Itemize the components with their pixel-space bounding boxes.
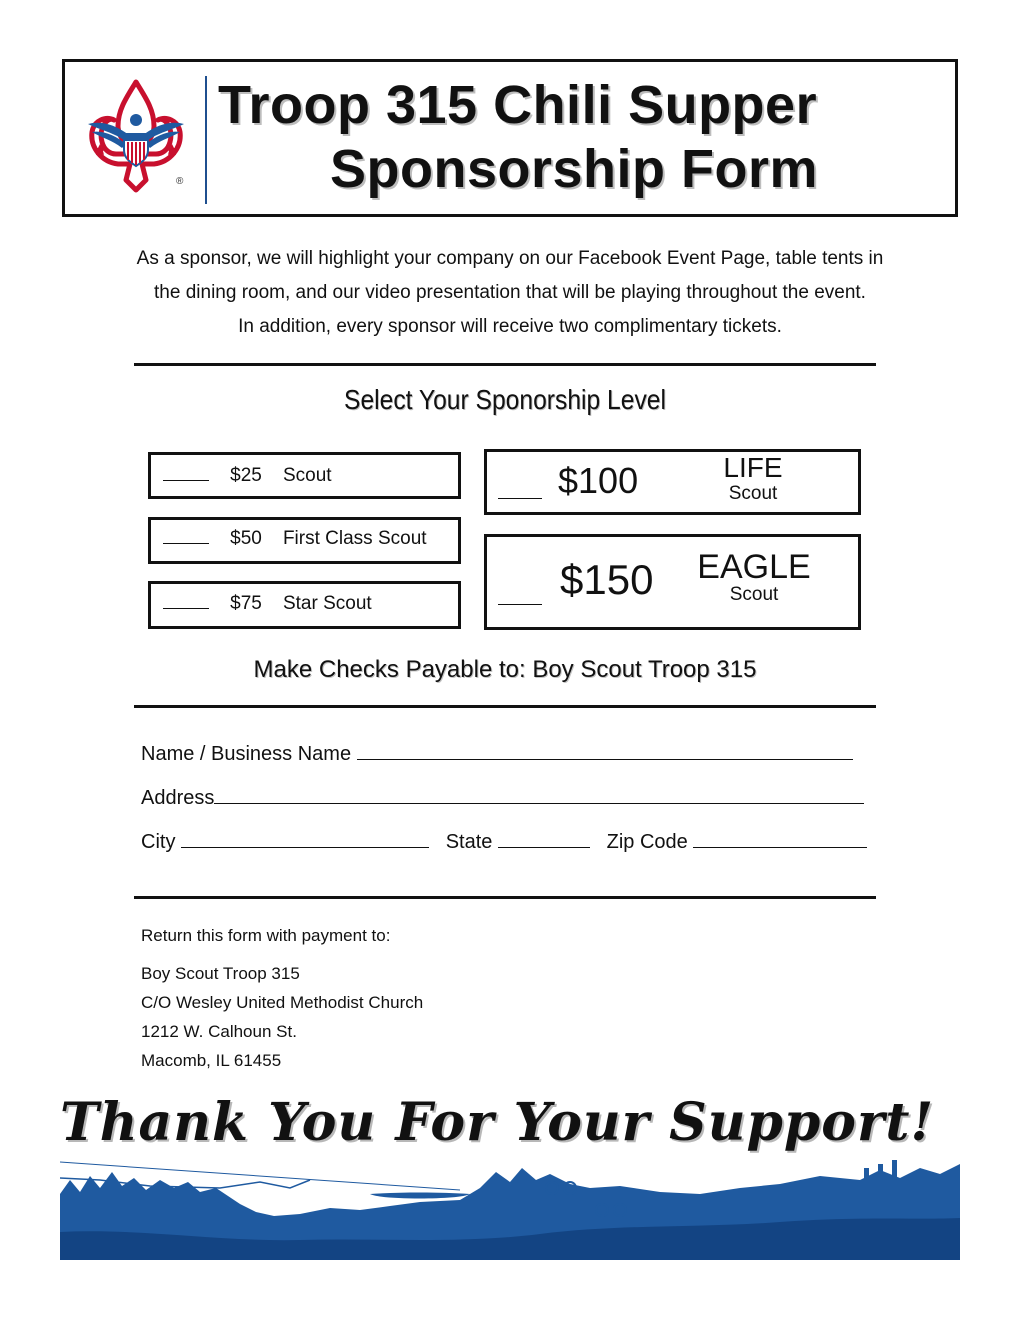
address-field (141, 785, 864, 810)
return-line: Macomb, IL 61455 (141, 1051, 282, 1070)
checkbox-blank[interactable] (498, 484, 542, 499)
level-star (163, 593, 372, 615)
level-amount: $25 (230, 465, 262, 486)
intro-line: the dining room, and our video presentation that will be playing throughout the event. (154, 282, 866, 303)
level-eagle-amount: $150 (560, 556, 654, 603)
checks-payable: Make Checks Payable to: Boy Scout Troop 315 (253, 656, 757, 683)
svg-text:®: ® (176, 176, 184, 187)
name-label: Name / Business Name (141, 743, 352, 765)
outdoor-scene-icon (60, 1158, 960, 1260)
return-line: Boy Scout Troop 315 (141, 964, 300, 983)
zip-label: Zip Code (606, 831, 688, 853)
state-input[interactable] (498, 829, 590, 848)
level-amount: $50 (230, 528, 262, 549)
divider (134, 896, 876, 899)
rank-sub: Scout (728, 483, 778, 504)
city-label: City (141, 831, 176, 853)
return-line: 1212 W. Calhoun St. (141, 1022, 297, 1041)
checkbox-blank[interactable] (163, 594, 209, 609)
name-input[interactable] (357, 741, 853, 760)
intro-line: In addition, every sponsor will receive two complimentary tickets. (238, 316, 782, 337)
level-scout (163, 465, 332, 487)
level-life-amount: $100 (558, 460, 639, 501)
divider (134, 363, 876, 366)
return-heading: Return this form with payment to: (141, 926, 391, 945)
state-label: State (445, 831, 493, 853)
zip-input[interactable] (693, 829, 867, 848)
intro-text (60, 242, 960, 344)
level-name: Star Scout (282, 593, 372, 614)
rank-name: LIFE (723, 452, 783, 483)
checkbox-blank[interactable] (163, 529, 209, 544)
level-eagle-rank (696, 548, 812, 604)
level-life-rank (700, 452, 806, 504)
thank-you-banner: Thank You For Your Support! (60, 1092, 935, 1153)
checkbox-blank[interactable] (163, 466, 209, 481)
level-amount: $75 (230, 593, 262, 614)
page-title: Troop 315 Chili Supper (218, 75, 818, 135)
level-name: Scout (282, 465, 332, 486)
return-line: C/O Wesley United Methodist Church (141, 993, 424, 1012)
rank-sub: Scout (729, 584, 779, 605)
address-input[interactable] (214, 785, 864, 804)
address-label: Address (141, 787, 215, 809)
name-field (141, 741, 853, 766)
rank-name: EAGLE (697, 548, 811, 586)
divider (134, 705, 876, 708)
checkbox-blank[interactable] (498, 590, 542, 605)
level-first-class (163, 528, 427, 550)
sponsorship-level-title: Select Your Sponorship Level (344, 384, 666, 415)
page-subtitle: Sponsorship Form (330, 139, 819, 199)
bsa-logo-icon (78, 76, 194, 194)
city-state-zip-field (141, 829, 867, 854)
intro-line: As a sponsor, we will highlight your company on our Facebook Event Page, table tents in (136, 248, 884, 269)
city-input[interactable] (181, 829, 429, 848)
header-divider (205, 76, 207, 204)
level-name: First Class Scout (282, 528, 427, 549)
